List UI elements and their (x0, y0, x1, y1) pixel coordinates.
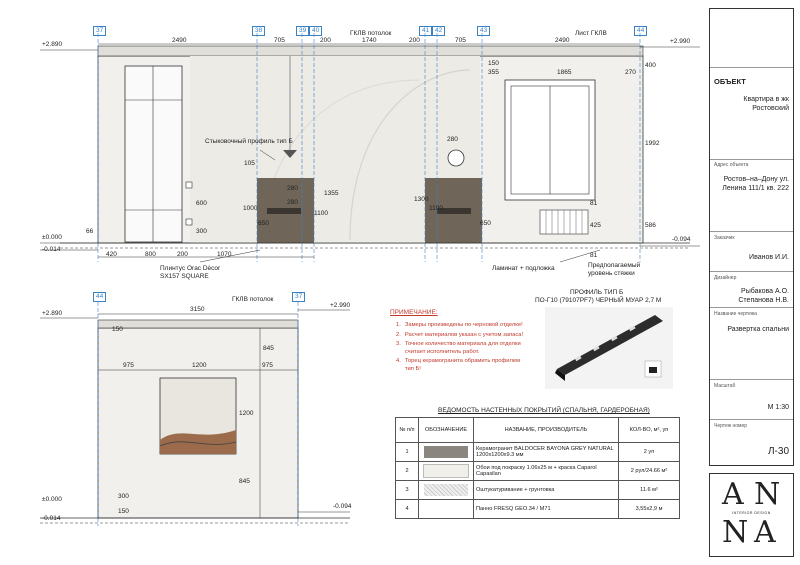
logo-letter: N (722, 515, 749, 550)
row-number: 2 (396, 462, 419, 481)
door (125, 66, 182, 242)
table-title: ВЕДОМОСТЬ НАСТЕННЫХ ПОКРЫТИЙ (СПАЛЬНЯ, ГАРДЕРОБНАЯ) (438, 407, 650, 414)
drawing-name-value: Развертка спальни (727, 326, 789, 333)
object-value: Квартира в жк Ростовский (743, 96, 789, 112)
dim: 355 (488, 69, 499, 76)
axis-label: 37 (292, 292, 305, 302)
plinth-label: SX157 SQUARE (160, 273, 209, 280)
note-item: 3. Точное количество материала для отделки считает исполнитель работ. (396, 341, 521, 355)
dim: 400 (645, 62, 656, 69)
dim: 2490 (555, 37, 570, 44)
dim: 280 (287, 199, 298, 206)
profile-subtitle: ПО-Г10 (79107РF7) ЧЕРНЫЙ МУАР 2,7 М (535, 297, 662, 304)
dim: 420 (106, 251, 117, 258)
level-mark: +2.990 (670, 38, 691, 45)
logo-subtitle: INTERIOR DESIGN (732, 511, 771, 515)
dim: 81 (590, 200, 598, 207)
row-number: 1 (396, 443, 419, 462)
dim: 81 (590, 252, 598, 259)
dim: 105 (244, 160, 255, 167)
profile-photo (545, 307, 673, 389)
table-header: ОБОЗНАЧЕНИЕ (419, 418, 474, 443)
logo-letter: A (754, 515, 776, 550)
axis-label: 40 (309, 26, 322, 36)
axis-label: 44 (634, 26, 647, 36)
swatch-wallpaper (419, 462, 474, 481)
drawing-no-label: Чертеж номер (714, 423, 748, 429)
dim: 1100 (429, 205, 443, 212)
dim: 1865 (557, 69, 572, 76)
row-number: 3 (396, 481, 419, 500)
level-mark: ±0.000 (42, 234, 62, 241)
dim: 150 (118, 508, 129, 515)
level-mark: ±0.000 (42, 496, 62, 503)
notes-list (396, 322, 528, 373)
dim: 845 (263, 345, 274, 352)
dim: 280 (447, 136, 458, 143)
customer-value: Иванов И.И. (749, 254, 789, 261)
ceiling-label: ГКЛВ потолок (232, 296, 274, 303)
level-mark: -0.014 (42, 515, 61, 522)
dim: 1300 (414, 196, 429, 203)
laminate-label: Ламинат + подложка (492, 265, 555, 272)
axis-label: 37 (93, 26, 106, 36)
drawing-no-value: Л-30 (767, 446, 789, 457)
profile-title: ПРОФИЛЬ ТИП Б (570, 289, 624, 296)
customer-label: Заказчик (714, 235, 735, 241)
table-row (396, 500, 680, 519)
dim: 1355 (324, 190, 339, 197)
dim: 650 (480, 220, 491, 227)
object-label: ОБЪЕКТ (714, 77, 746, 86)
dim: 150 (112, 326, 123, 333)
dim: 650 (258, 220, 269, 227)
dim: 975 (262, 362, 273, 369)
axis-label: 41 (419, 26, 432, 36)
swatch-plaster (419, 481, 474, 500)
dim: 3150 (190, 306, 205, 313)
note-item: 4. Торец керамогранита обрамить профилем тип Б! (396, 358, 521, 372)
sheet-label: Лист ГКЛВ (575, 30, 607, 37)
dim: 600 (196, 200, 207, 207)
dim: 975 (123, 362, 134, 369)
sconce (448, 150, 464, 166)
row-qty: 11.6 м² (619, 481, 680, 500)
dim: 1200 (239, 410, 254, 417)
screed-label: Предполагаемый (588, 262, 641, 269)
row-qty: 2 уп (619, 443, 680, 462)
profile-note: Стыковочный профиль тип Б (205, 138, 293, 145)
dim: 2490 (172, 37, 187, 44)
dim: 705 (274, 37, 285, 44)
scale-value: М 1:30 (767, 404, 789, 411)
table-header: КОЛ-ВО, м², уп (619, 418, 680, 443)
dim: 200 (320, 37, 331, 44)
axis-label: 44 (93, 292, 106, 302)
table-row (396, 462, 680, 481)
drawing-name-label: Название чертежа (714, 311, 757, 317)
dim: 280 (287, 185, 298, 192)
axis-label: 38 (252, 26, 265, 36)
niche-left (267, 208, 301, 214)
designer-value: Рыбакова А.О. Степанова Н.В. (738, 288, 789, 304)
note-item: 1. Замеры произведены по черновой отделке! (396, 322, 523, 328)
notes-title: ПРИМЕЧАНИЕ: (390, 309, 438, 316)
dim: 800 (145, 251, 156, 258)
studio-logo (709, 473, 794, 557)
table-header: НАЗВАНИЕ, ПРОИЗВОДИТЕЛЬ (474, 418, 619, 443)
socket-icon (186, 219, 192, 225)
designer-label: Дизайнер (714, 275, 737, 281)
level-mark: -0.094 (333, 503, 352, 510)
dim: 1100 (314, 210, 328, 217)
screed-label: уровень стяжки (588, 270, 635, 277)
plinth-label: Плинтус Orac Décor (160, 265, 221, 272)
switch-icon (186, 182, 192, 188)
row-qty: 2 рул/24.66 м² (619, 462, 680, 481)
elevation-top (0, 0, 705, 290)
row-name: Панно FRESQ GEO.34 / M71 (474, 500, 619, 519)
axis-label: 43 (477, 26, 490, 36)
level-mark: +2.890 (42, 41, 63, 48)
dim: 1000 (243, 205, 258, 212)
row-name: Керамогранит BALDOCER BAYONA GREY NATURAL 1200х1200х9.3 мм (474, 443, 619, 462)
dim: 66 (86, 228, 94, 235)
dim: 300 (118, 493, 129, 500)
title-block (709, 8, 794, 466)
table-header: № п/п (396, 418, 419, 443)
level-mark: +2.890 (42, 310, 63, 317)
row-qty: 3,55х2,9 м (619, 500, 680, 519)
address-label: Адрес объекта (714, 162, 749, 168)
logo-letter: A (722, 477, 744, 512)
level-mark: +2.990 (330, 302, 351, 309)
dim: 425 (590, 222, 601, 229)
table-row (396, 481, 680, 500)
dim: 1200 (192, 362, 207, 369)
swatch-panel (419, 500, 474, 519)
table-row (396, 443, 680, 462)
dim: 705 (455, 37, 466, 44)
materials-table (395, 417, 680, 519)
dim: 200 (409, 37, 420, 44)
dim: 300 (196, 228, 207, 235)
swatch-tile (419, 443, 474, 462)
level-mark: -0.094 (672, 236, 691, 243)
row-number: 4 (396, 500, 419, 519)
level-mark: -0.014 (42, 246, 61, 253)
dim: 1740 (362, 37, 377, 44)
axis-label: 39 (296, 26, 309, 36)
dim: 150 (488, 60, 499, 67)
dim: 1070 (217, 251, 232, 258)
dim: 586 (645, 222, 656, 229)
dim: 200 (177, 251, 188, 258)
ceiling-label: ГКЛВ потолок (350, 30, 392, 37)
dim: 1992 (645, 140, 660, 147)
address-value: Ростов–на–Дону ул. Ленина 111/1 кв. 222 (722, 176, 789, 192)
row-name: Оштукатуривание + грунтовка (474, 481, 619, 500)
elevation-bottom (0, 290, 380, 530)
ceiling-slab (98, 320, 298, 328)
row-name: Обои под покраску 1.06х25 м + краска Caparol Capasilan (474, 462, 619, 481)
ceiling-slab (98, 46, 643, 56)
table-header-row (396, 418, 680, 443)
axis-label: 42 (432, 26, 445, 36)
scale-label: Масштаб (714, 383, 736, 389)
dim: 845 (239, 478, 250, 485)
note-item: 2. Расчет материалов указан с учетом запаса! (396, 331, 524, 338)
dim: 270 (625, 69, 636, 76)
logo-letter: N (754, 477, 781, 512)
